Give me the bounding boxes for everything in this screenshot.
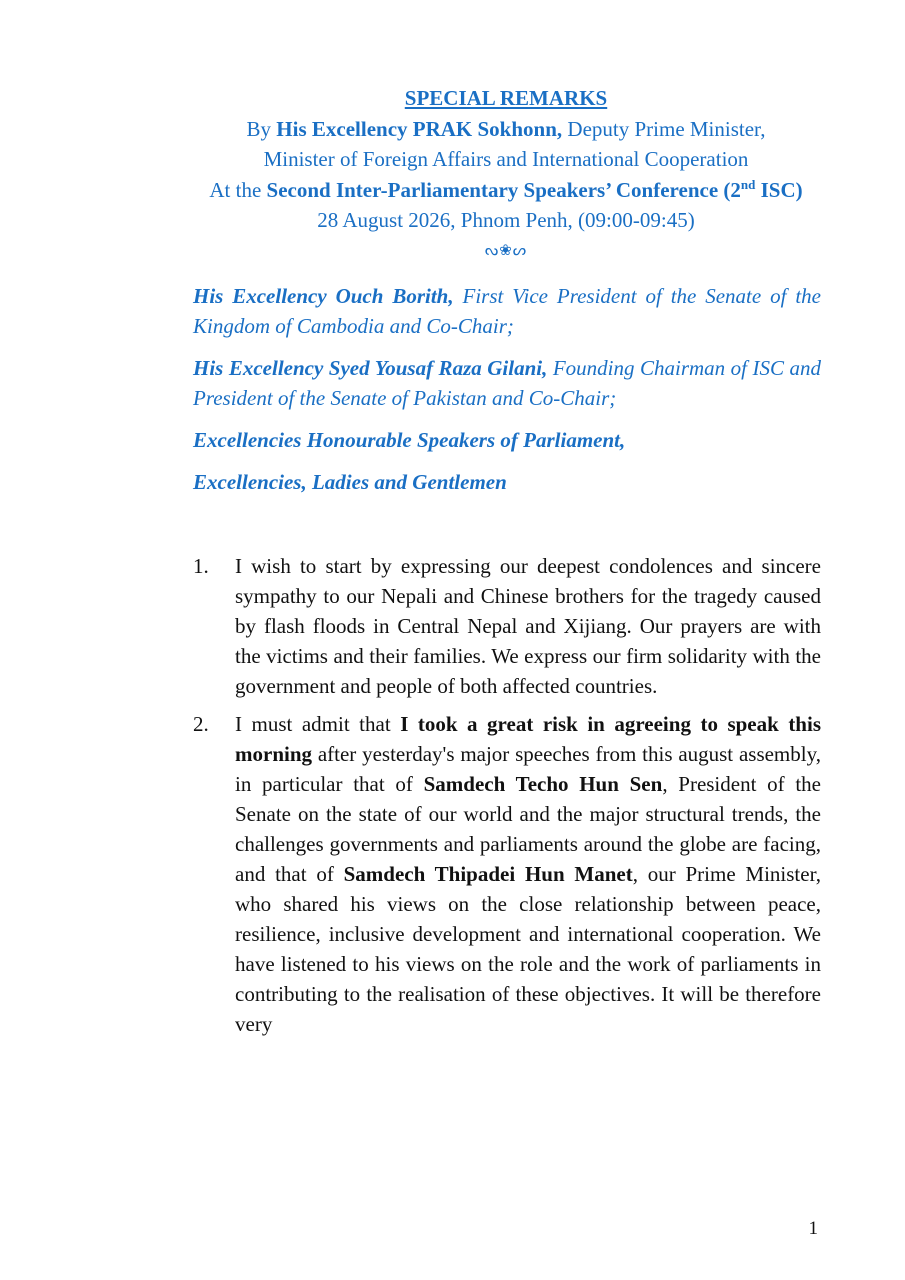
paragraph-emphasis: Samdech Techo Hun Sen <box>423 772 663 796</box>
salutation-3 <box>193 425 821 455</box>
event-ordinal-sup: nd <box>740 176 756 192</box>
paragraph-text: after yesterday's major speeches from this august assembly, in particular that of <box>235 742 821 796</box>
ornament-icon: ᔓ❀ᔕ <box>484 242 528 259</box>
paragraph-emphasis: I took a great risk in agreeing to speak this morning <box>235 712 821 766</box>
paragraph-number: 2. <box>193 712 209 736</box>
event-line <box>100 175 905 206</box>
header-block <box>100 83 905 266</box>
salutation-role: First Vice President of the Senate of the Kingdom of Cambodia and Co-Chair; <box>193 284 821 338</box>
event-name-end: ISC) <box>755 177 803 202</box>
salutation-role: Founding Chairman of ISC and President of the Senate of Pakistan and Co-Chair; <box>193 356 821 410</box>
page-number: 1 <box>808 1218 818 1239</box>
paragraph-2 <box>193 709 821 1039</box>
speaker-prefix: By <box>246 116 277 141</box>
salutation-name: His Excellency Ouch Borith, <box>193 284 454 308</box>
salutation-1 <box>193 281 821 341</box>
event-prefix: At the <box>209 177 267 202</box>
speaker-title: Deputy Prime Minister, <box>562 116 766 141</box>
salutation-name: Excellencies Honourable Speakers of Parliament, <box>193 428 626 452</box>
numbered-paragraphs <box>193 551 821 1047</box>
event-name-text: Second Inter-Parliamentary Speakers’ Conference (2 <box>266 177 741 202</box>
salutation-name: His Excellency Syed Yousaf Raza Gilani, <box>193 356 548 380</box>
salutation-2 <box>193 353 821 413</box>
speaker-line <box>100 114 905 145</box>
paragraph-emphasis: Samdech Thipadei Hun Manet <box>343 862 633 886</box>
paragraph-text: , our Prime Minister, who shared his views on the close relationship between peace, resilience, inclusive development and international cooperation. We have listened to his views on the role and the work of parliaments in contributing to the realisation of these objectives. It will be therefore very <box>235 862 821 1036</box>
paragraph-number: 1. <box>193 554 209 578</box>
date-line: 28 August 2026, Phnom Penh, (09:00-09:45) <box>317 208 695 232</box>
paragraph-text: I wish to start by expressing our deepest condolences and sincere sympathy to our Nepali and Chinese brothers for the tragedy caused by flash floods in Central Nepal and Xijiang. Our prayers are with the victims and their families. We express our firm solidarity with the government and people of both affected countries. <box>235 554 821 698</box>
paragraph-text: , President of the Senate on the state of our world and the major structural trends, the challenges governments and parliaments around the globe are facing, and that of <box>235 772 821 886</box>
document-title: SPECIAL REMARKS <box>404 86 608 110</box>
ministry-line: Minister of Foreign Affairs and International Cooperation <box>263 147 749 171</box>
event-name <box>267 178 803 202</box>
salutation-4 <box>193 467 821 497</box>
salutation-name: Excellencies, Ladies and Gentlemen <box>193 470 507 494</box>
paragraph-1 <box>193 551 821 701</box>
speaker-name: His Excellency PRAK Sokhonn, <box>276 116 563 141</box>
paragraph-text: I must admit that <box>235 712 401 736</box>
salutations-block <box>193 281 821 509</box>
